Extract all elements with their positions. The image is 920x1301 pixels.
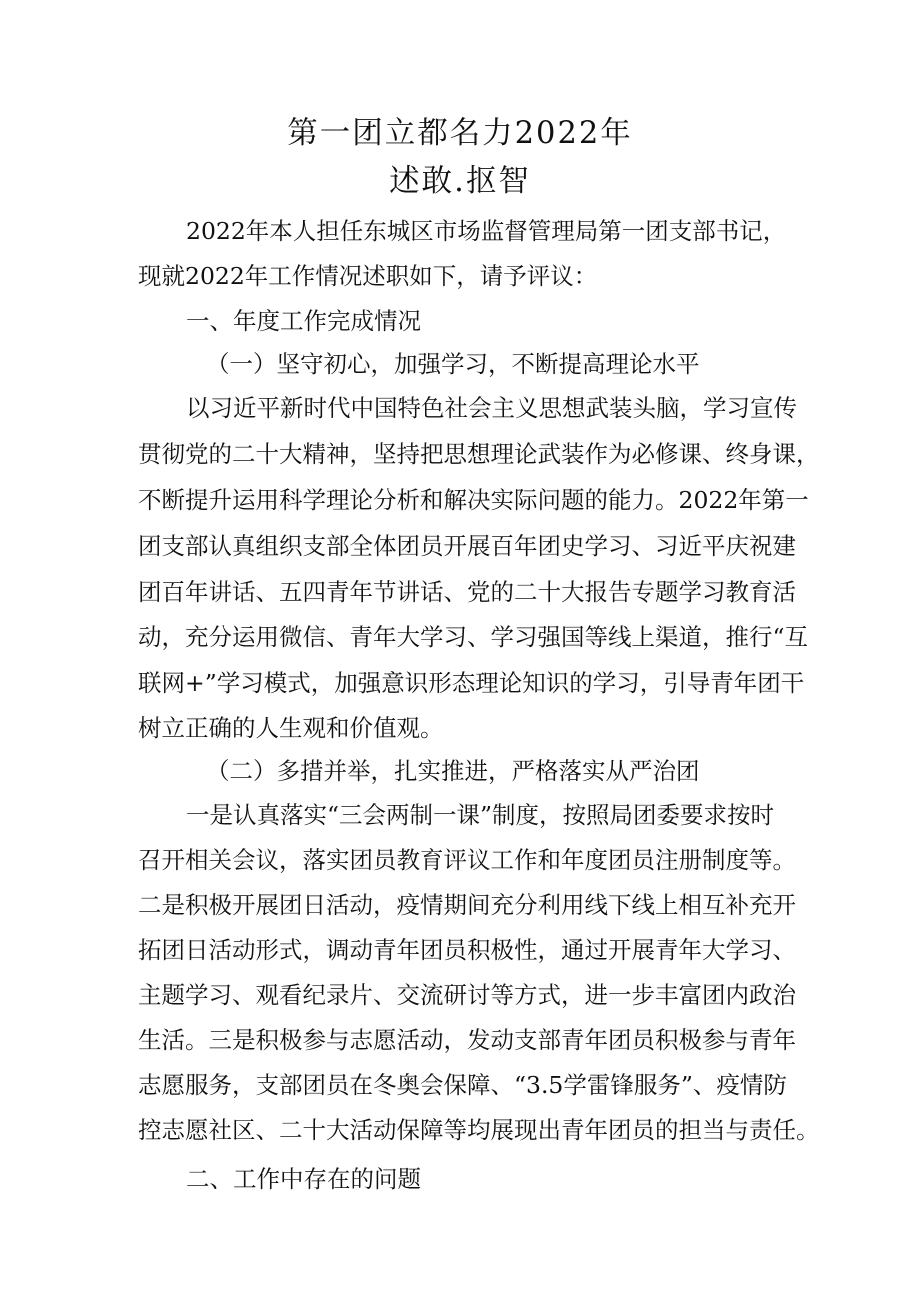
intro-line: 现就2022年工作情况述职如下，请予评议： (138, 262, 598, 290)
paragraph-line: 团百年讲话、五四青年节讲话、党的二十大报告专题学习教育活 (138, 578, 796, 606)
paragraph-line: 联网+”学习模式，加强意识形态理论知识的学习，引导青年团干 (138, 669, 805, 697)
paragraph-line: 志愿服务，支部团员在冬奥会保障、“3.5学雷锋服务”、疫情防 (138, 1071, 787, 1099)
paragraph-line: 团支部认真组织支部全体团员开展百年团史学习、习近平庆祝建 (138, 532, 796, 560)
subsection-heading: （二）多措并举，扎实推进，严格落实从严治团 (206, 757, 700, 785)
paragraph-line: 二是积极开展团日活动，疫情期间充分利用线下线上相互补充开 (138, 891, 796, 919)
paragraph-line: 召开相关会议，落实团员教育评议工作和年度团员注册制度等。 (138, 846, 796, 874)
paragraph-line: 生活。三是积极参与志愿活动，发动支部青年团员积极参与青年 (138, 1026, 796, 1054)
document-title: 第一团立都名力2022年 (287, 116, 633, 151)
paragraph-line: 贯彻党的二十大精神，坚持把思想理论武装作为必修课、终身课， (138, 440, 820, 468)
paragraph-line: 以习近平新时代中国特色社会主义思想武装头脑，学习宣传 (186, 394, 797, 422)
paragraph-line: 不断提升运用科学理论分析和解决实际问题的能力。2022年第一 (138, 486, 809, 514)
paragraph-line: 动，充分运用微信、青年大学习、学习强国等线上渠道，推行“互 (138, 623, 809, 651)
paragraph-line: 一是认真落实“三会两制一课”制度，按照局团委要求按时 (186, 801, 775, 829)
paragraph-line: 主题学习、观看纪录片、交流研讨等方式，进一步丰富团内政治 (138, 981, 796, 1009)
intro-line: 2022年本人担任东城区市场监督管理局第一团支部书记， (186, 217, 787, 245)
paragraph-line: 树立正确的人生观和价值观。 (138, 714, 444, 742)
paragraph-line: 拓团日活动形式，调动青年团员积极性，通过开展青年大学习、 (138, 936, 796, 964)
document-subtitle: 述敢.抠智 (389, 164, 531, 199)
section-heading: 一、年度工作完成情况 (186, 307, 421, 335)
section-heading: 二、工作中存在的问题 (186, 1165, 421, 1193)
subsection-heading: （一）坚守初心，加强学习，不断提高理论水平 (206, 350, 700, 378)
paragraph-line: 控志愿社区、二十大活动保障等均展现出青年团员的担当与责任。 (138, 1116, 820, 1144)
